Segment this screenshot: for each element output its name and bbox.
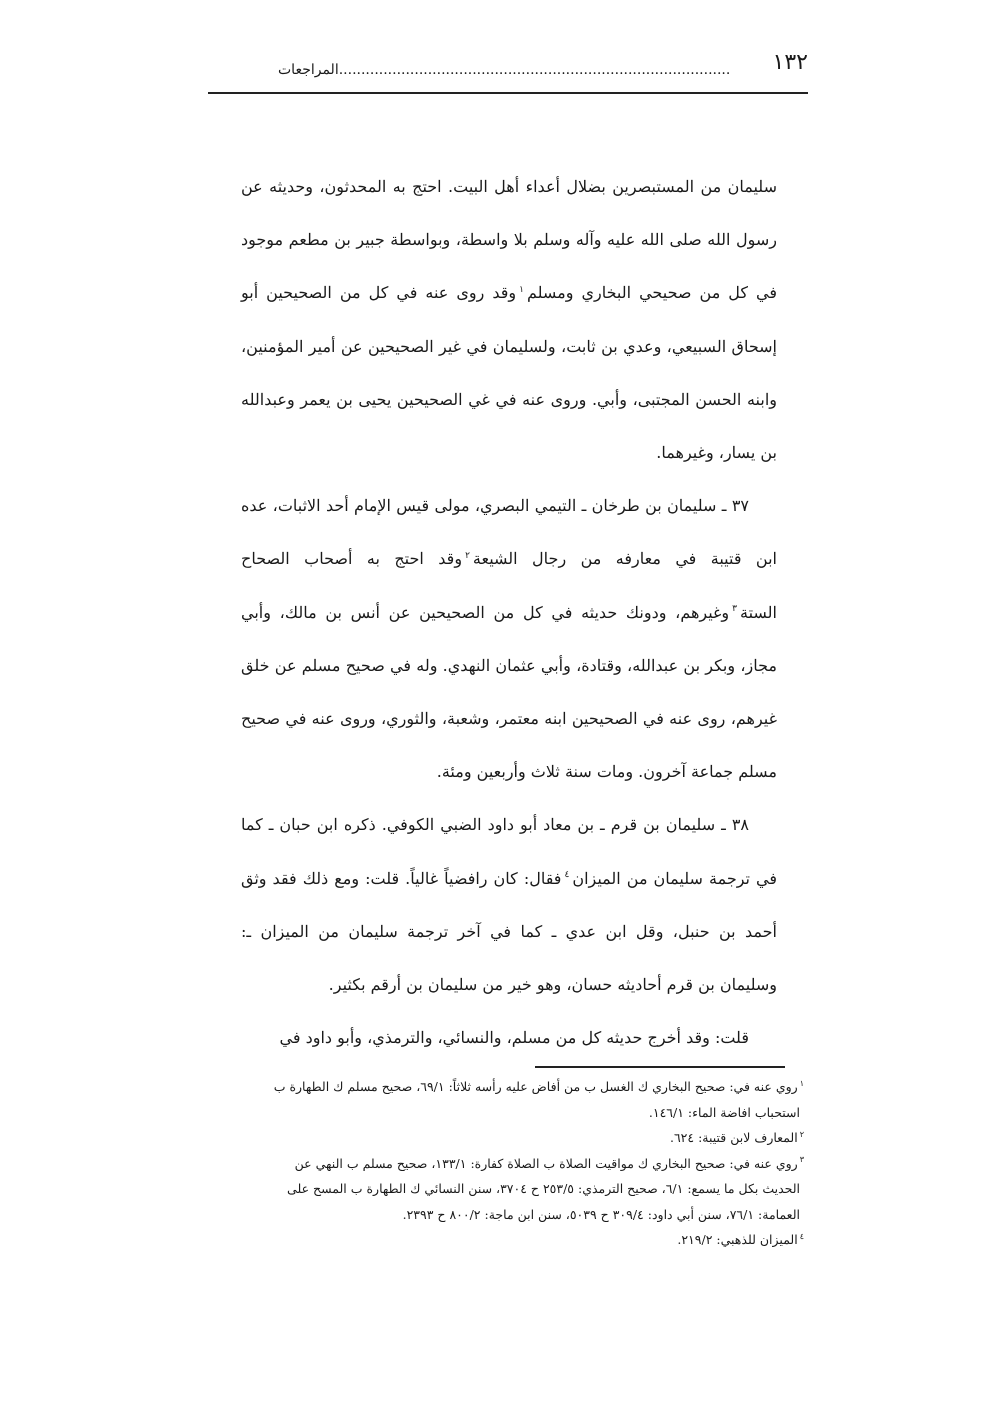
footnote-text: الميزان للذهبي: ٢١٩/٢.	[677, 1232, 798, 1247]
footnotes	[182, 1074, 804, 1253]
page-number: ١٣٢	[772, 50, 808, 75]
text-run: قلت: وقد أخرج حديثه كل من مسلم، والنسائي، والترمذي، وأبو داود في	[279, 1028, 749, 1048]
footnote-divider	[535, 1066, 785, 1068]
footnote-text: الحديث بكل ما يسمع: ٦/١، صحيح الترمذي: ٢٥٣/٥ ح ٣٧٠٤، سنن النسائي ك الطهارة ب المسح على	[287, 1181, 800, 1196]
page-header	[208, 48, 808, 94]
text-run: ٣٨ ـ سليمان بن قرم ـ بن معاد أبو داود الضبي الكوفي. ذكره ابن حبان ـ كما في ترجمة سليمان من الميزان	[241, 815, 778, 888]
footnote	[182, 1125, 804, 1151]
footnote-marker: ٢	[465, 551, 470, 562]
footnote	[182, 1227, 804, 1253]
footnote	[182, 1151, 804, 1177]
footnote-continuation	[182, 1176, 804, 1202]
footnote-number: ٤	[799, 1231, 804, 1241]
text-run: وقد احتج به أصحاب الصحاح الستة	[241, 549, 777, 622]
footnote-continuation	[182, 1100, 804, 1126]
footnote-text: العمامة: ٧٦/١، سنن أبي داود: ٣٠٩/٤ ح ٥٠٣٩، سنن ابن ماجة: ٨٠٠/٢ ح ٢٣٩٣.	[402, 1206, 800, 1222]
text-run: سليمان من المستبصرين بضلال أعداء أهل البيت. احتج به المحدثون، وحديثه عن رسول الله صلى الله عليه وآله وسلم بلا واسطة، وبواسطة جبير بن مطعم موجود في كل من صحيحي البخاري ومسلم	[241, 177, 778, 303]
paragraph	[241, 160, 777, 479]
footnote-number: ٣	[799, 1155, 804, 1165]
paragraph	[241, 479, 777, 798]
footnote-number: ٢	[799, 1129, 804, 1139]
text-run: فقال: كان رافضياً غالياً. قلت: ومع ذلك فقد وثق أحمد بن حنبل، وقل ابن عدي ـ كما في آخر ترجمة سليمان من الميزان ـ: وسليمان بن قرم أحاديثه حسان، وهو خير من سليمان بن أرقم بكثير.	[241, 868, 777, 995]
paragraph	[241, 798, 777, 1011]
paragraph	[241, 1011, 777, 1064]
footnote-text: روي عنه في: صحيح البخاري ك مواقيت الصلاة ب الصلاة كفارة: ١٣٣/١، صحيح مسلم ب النهي عن	[294, 1155, 798, 1171]
text-run: ٣٧ ـ سليمان بن طرخان ـ التيمي البصري، مولى قيس الإمام أحد الاثبات، عده ابن قتيبة في معارفه من رجال الشيعة	[241, 496, 777, 569]
footnote-number: ١	[799, 1078, 804, 1088]
footnote-text: المعارف لابن قتيبة: ٦٢٤.	[669, 1130, 798, 1145]
footnote-text: روي عنه في: صحيح البخاري ك الغسل ب من أفاض عليه رأسه ثلاثاً: ٦٩/١، صحيح مسلم ك الطهارة ب	[273, 1079, 798, 1094]
footnote-marker: ١	[519, 285, 524, 296]
footnote	[182, 1074, 804, 1100]
main-text	[241, 160, 777, 1064]
footnote-marker: ٣	[732, 604, 737, 615]
footnote-continuation	[182, 1202, 804, 1228]
running-title: ........................................................................................المراجعات	[278, 62, 731, 78]
text-run: وقد روى عنه في كل من الصحيحين أبو إسحاق السبيعي، وعدي بن ثابت، ولسليمان في غير الصحيحين عن أمير المؤمنين، وابنه الحسن المجتبى، وأبي. وروى عنه في غي الصحيحين يحيى بن يعمر وعبدالله بن يسار، وغيرهما.	[241, 283, 777, 463]
text-run: وغيرهم، ودونك حديثه في كل من الصحيحين عن أنس بن مالك، وأبي مجاز، وبكر بن عبدالله، وقتادة، وأبي عثمان النهدي. وله في صحيح مسلم عن خلق غيرهم، روى عنه في الصحيحين ابنه معتمر، وشعبة، والثوري، وروى عنه في صحيح مسلم جماعة آخرون. ومات سنة ثلاث وأربعين ومئة.	[241, 602, 777, 782]
footnote-text: استحباب افاضة الماء: ١٤٦/١.	[648, 1104, 800, 1120]
footnote-marker: ٤	[564, 870, 570, 881]
